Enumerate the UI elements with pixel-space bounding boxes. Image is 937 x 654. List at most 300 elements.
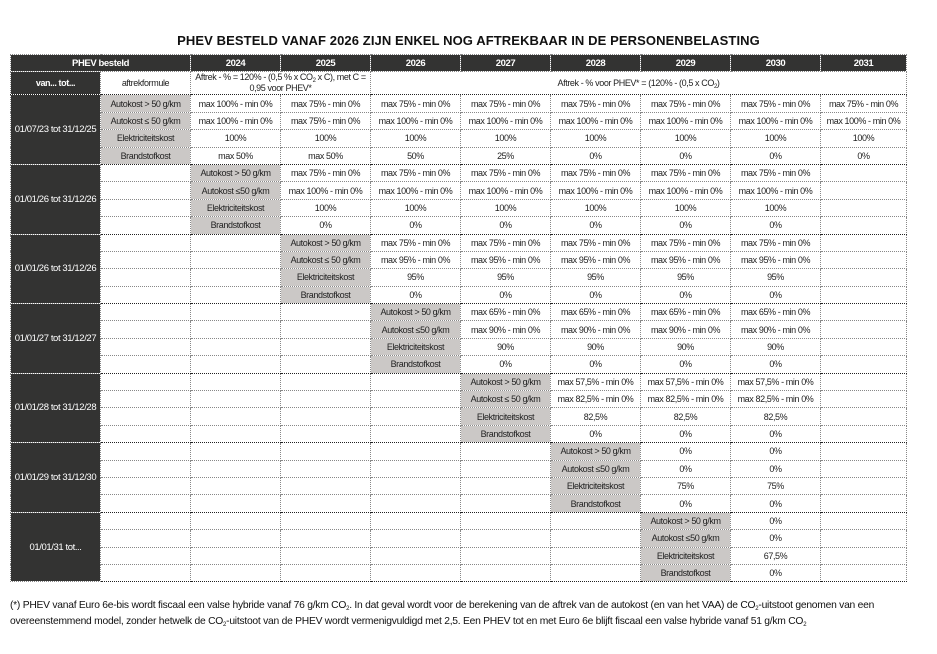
value-cell — [821, 338, 907, 355]
table-row — [11, 147, 907, 164]
value-cell: max 75% - min 0% — [731, 164, 821, 181]
empty-cell — [191, 443, 281, 460]
empty-cell — [191, 321, 281, 338]
value-cell: 0% — [731, 564, 821, 581]
value-cell: 75% — [641, 477, 731, 494]
value-cell: 0% — [731, 460, 821, 477]
cost-label: Brandstofkost — [281, 286, 371, 303]
empty-cell — [371, 391, 461, 408]
footnote-part: -uitstoot genomen van een overeenstemmend model, zonder hetwelk de CO — [10, 600, 875, 627]
value-cell: 0% — [371, 286, 461, 303]
value-cell: 100% — [551, 199, 641, 216]
value-cell: max 75% - min 0% — [821, 95, 907, 112]
value-cell: max 95% - min 0% — [371, 251, 461, 268]
year-header: 2029 — [641, 55, 731, 72]
value-cell: 0% — [731, 356, 821, 373]
value-cell: 95% — [461, 269, 551, 286]
value-cell: 82,5% — [641, 408, 731, 425]
value-cell: max 75% - min 0% — [461, 95, 551, 112]
value-cell: max 75% - min 0% — [371, 234, 461, 251]
cost-label: Elektriciteitskost — [641, 547, 731, 564]
empty-cell — [101, 373, 191, 390]
value-cell: 0% — [641, 425, 731, 442]
empty-cell — [101, 182, 191, 199]
value-cell: max 75% - min 0% — [731, 95, 821, 112]
table-row — [11, 356, 907, 373]
year-header: 2025 — [281, 55, 371, 72]
value-cell: 0% — [551, 425, 641, 442]
empty-cell — [281, 408, 371, 425]
empty-cell — [191, 373, 281, 390]
cost-label: Autokost ≤50 g/km — [551, 460, 641, 477]
value-cell: 0% — [371, 217, 461, 234]
table-row — [11, 373, 907, 390]
value-cell: 0% — [551, 147, 641, 164]
table-row — [11, 530, 907, 547]
value-cell: max 75% - min 0% — [551, 234, 641, 251]
value-cell: max 100% - min 0% — [641, 112, 731, 129]
value-cell: max 65% - min 0% — [731, 304, 821, 321]
value-cell: max 100% - min 0% — [551, 112, 641, 129]
empty-cell — [101, 234, 191, 251]
table-row — [11, 269, 907, 286]
cost-label: Autokost ≤ 50 g/km — [281, 251, 371, 268]
table-row — [11, 547, 907, 564]
cost-label: Autokost ≤ 50 g/km — [461, 391, 551, 408]
value-cell: 90% — [731, 338, 821, 355]
value-cell: 25% — [461, 147, 551, 164]
table-row — [11, 477, 907, 494]
value-cell — [821, 217, 907, 234]
value-cell: 0% — [731, 443, 821, 460]
footnote-sub: 2 — [803, 622, 807, 628]
cost-label: Autokost > 50 g/km — [641, 512, 731, 529]
cost-label: Autokost > 50 g/km — [191, 164, 281, 181]
value-cell: 100% — [641, 130, 731, 147]
empty-cell — [281, 391, 371, 408]
value-cell: 90% — [551, 338, 641, 355]
footnote — [10, 598, 930, 630]
value-cell: max 57,5% - min 0% — [551, 373, 641, 390]
empty-cell — [461, 443, 551, 460]
value-cell: max 75% - min 0% — [641, 95, 731, 112]
empty-cell — [281, 304, 371, 321]
value-cell: 82,5% — [551, 408, 641, 425]
value-cell: max 75% - min 0% — [641, 164, 731, 181]
value-cell: max 100% - min 0% — [821, 112, 907, 129]
empty-cell — [371, 443, 461, 460]
cost-label: Autokost > 50 g/km — [281, 234, 371, 251]
value-cell: 90% — [461, 338, 551, 355]
value-cell: 0% — [461, 356, 551, 373]
period-cell: 01/01/31 tot... — [11, 512, 101, 582]
value-cell: 100% — [551, 130, 641, 147]
empty-cell — [101, 164, 191, 181]
value-cell: max 95% - min 0% — [641, 251, 731, 268]
van-tot-header: van... tot... — [11, 72, 101, 95]
formula-old-part2: x C), met C = 0,95 voor PHEV* — [249, 72, 366, 94]
empty-cell — [191, 425, 281, 442]
value-cell: max 75% - min 0% — [461, 164, 551, 181]
period-cell: 01/01/27 tot 31/12/27 — [11, 304, 101, 374]
value-cell: 95% — [731, 269, 821, 286]
cost-label: Autokost ≤ 50 g/km — [101, 112, 191, 129]
empty-cell — [101, 321, 191, 338]
value-cell: 0% — [641, 356, 731, 373]
footnote-sub: 2 — [346, 606, 350, 612]
empty-cell — [101, 460, 191, 477]
value-cell: max 75% - min 0% — [371, 95, 461, 112]
value-cell: max 90% - min 0% — [731, 321, 821, 338]
footnote-sub: 2 — [223, 622, 227, 628]
value-cell: 0% — [821, 147, 907, 164]
value-cell — [821, 164, 907, 181]
cost-label: Elektriciteitskost — [101, 130, 191, 147]
value-cell — [821, 425, 907, 442]
empty-cell — [281, 425, 371, 442]
empty-cell — [191, 251, 281, 268]
empty-cell — [551, 564, 641, 581]
empty-cell — [191, 495, 281, 512]
value-cell: 100% — [461, 130, 551, 147]
value-cell: max 95% - min 0% — [461, 251, 551, 268]
year-header: 2028 — [551, 55, 641, 72]
value-cell: max 90% - min 0% — [641, 321, 731, 338]
value-cell: 100% — [191, 130, 281, 147]
empty-cell — [281, 338, 371, 355]
value-cell: max 75% - min 0% — [371, 164, 461, 181]
empty-cell — [371, 530, 461, 547]
empty-cell — [281, 530, 371, 547]
empty-cell — [281, 512, 371, 529]
value-cell: 0% — [731, 217, 821, 234]
empty-cell — [281, 356, 371, 373]
value-cell — [821, 391, 907, 408]
formula-old-sub: 2 — [312, 78, 316, 85]
value-cell: max 90% - min 0% — [551, 321, 641, 338]
cost-label: Autokost ≤50 g/km — [641, 530, 731, 547]
value-cell — [821, 269, 907, 286]
table-row — [11, 112, 907, 129]
formula-new — [371, 72, 907, 95]
table-row — [11, 564, 907, 581]
cost-label: Autokost ≤50 g/km — [191, 182, 281, 199]
value-cell: max 75% - min 0% — [461, 234, 551, 251]
table-row — [11, 304, 907, 321]
empty-cell — [101, 425, 191, 442]
empty-cell — [371, 408, 461, 425]
value-cell: max 100% - min 0% — [461, 112, 551, 129]
table-row — [11, 338, 907, 355]
value-cell: max 95% - min 0% — [731, 251, 821, 268]
empty-cell — [191, 530, 281, 547]
empty-cell — [101, 512, 191, 529]
value-cell: max 65% - min 0% — [641, 304, 731, 321]
value-cell — [821, 373, 907, 390]
cost-label: Elektriciteitskost — [461, 408, 551, 425]
table-row — [11, 425, 907, 442]
value-cell: max 82,5% - min 0% — [731, 391, 821, 408]
table-row — [11, 512, 907, 529]
empty-cell — [191, 408, 281, 425]
formula-new-sub: 2 — [713, 83, 717, 90]
value-cell — [821, 564, 907, 581]
empty-cell — [101, 530, 191, 547]
aftrekformule-header: aftrekformule — [101, 72, 191, 95]
formula-row — [11, 72, 907, 95]
cost-label: Autokost > 50 g/km — [371, 304, 461, 321]
value-cell: 0% — [731, 530, 821, 547]
empty-cell — [101, 269, 191, 286]
value-cell: 100% — [281, 199, 371, 216]
empty-cell — [191, 512, 281, 529]
empty-cell — [551, 530, 641, 547]
formula-new-part2: ) — [716, 77, 720, 88]
value-cell: max 82,5% - min 0% — [641, 391, 731, 408]
value-cell: 0% — [641, 495, 731, 512]
value-cell: 82,5% — [731, 408, 821, 425]
value-cell — [821, 408, 907, 425]
cost-label: Elektriciteitskost — [551, 477, 641, 494]
value-cell: max 75% - min 0% — [281, 95, 371, 112]
footnote-part: (*) PHEV vanaf Euro 6e-bis wordt fiscaal een valse hybride vanaf 76 g/km CO — [10, 600, 347, 611]
cost-label: Autokost > 50 g/km — [461, 373, 551, 390]
empty-cell — [281, 373, 371, 390]
cost-label: Brandstofkost — [461, 425, 551, 442]
empty-cell — [281, 547, 371, 564]
value-cell: max 75% - min 0% — [551, 95, 641, 112]
empty-cell — [371, 373, 461, 390]
cost-label: Autokost > 50 g/km — [551, 443, 641, 460]
empty-cell — [101, 217, 191, 234]
empty-cell — [551, 512, 641, 529]
value-cell: max 75% - min 0% — [281, 112, 371, 129]
value-cell: 100% — [371, 199, 461, 216]
empty-cell — [191, 286, 281, 303]
empty-cell — [281, 477, 371, 494]
value-cell: 50% — [371, 147, 461, 164]
empty-cell — [101, 408, 191, 425]
value-cell — [821, 286, 907, 303]
cost-label: Brandstofkost — [551, 495, 641, 512]
table-row — [11, 251, 907, 268]
cost-label: Elektriciteitskost — [281, 269, 371, 286]
value-cell: max 95% - min 0% — [551, 251, 641, 268]
value-cell — [821, 443, 907, 460]
value-cell: max 100% - min 0% — [731, 182, 821, 199]
value-cell — [821, 321, 907, 338]
formula-old-part1: Aftrek - % = 120% - (0,5 % x CO — [195, 72, 313, 83]
empty-cell — [101, 251, 191, 268]
period-cell: 01/01/26 tot 31/12/26 — [11, 234, 101, 304]
empty-cell — [101, 199, 191, 216]
header-row — [11, 55, 907, 72]
year-header: 2027 — [461, 55, 551, 72]
value-cell — [821, 495, 907, 512]
value-cell: 100% — [281, 130, 371, 147]
value-cell: 0% — [641, 147, 731, 164]
table-row — [11, 443, 907, 460]
value-cell: max 57,5% - min 0% — [731, 373, 821, 390]
value-cell: max 50% — [281, 147, 371, 164]
value-cell: max 100% - min 0% — [371, 182, 461, 199]
empty-cell — [371, 512, 461, 529]
empty-cell — [371, 477, 461, 494]
footnote-part: -uitstoot van de PHEV wordt vermenigvuldigd met 2,5. Een PHEV tot en met Euro 6e blijft fiscaal een valse hybride vanaf 51 g/km CO — [226, 616, 804, 627]
empty-cell — [461, 530, 551, 547]
value-cell: max 75% - min 0% — [731, 234, 821, 251]
period-cell: 01/01/26 tot 31/12/26 — [11, 164, 101, 234]
value-cell: 0% — [641, 460, 731, 477]
value-cell: 0% — [461, 217, 551, 234]
value-cell: max 82,5% - min 0% — [551, 391, 641, 408]
empty-cell — [461, 547, 551, 564]
table-row — [11, 286, 907, 303]
empty-cell — [551, 547, 641, 564]
value-cell: max 75% - min 0% — [641, 234, 731, 251]
value-cell: 75% — [731, 477, 821, 494]
value-cell — [821, 304, 907, 321]
empty-cell — [461, 477, 551, 494]
empty-cell — [281, 443, 371, 460]
value-cell: max 100% - min 0% — [371, 112, 461, 129]
value-cell: max 65% - min 0% — [551, 304, 641, 321]
value-cell: 0% — [551, 356, 641, 373]
empty-cell — [191, 460, 281, 477]
value-cell: 100% — [461, 199, 551, 216]
value-cell: 95% — [551, 269, 641, 286]
empty-cell — [101, 286, 191, 303]
cost-label: Elektriciteitskost — [191, 199, 281, 216]
table-row — [11, 130, 907, 147]
empty-cell — [191, 234, 281, 251]
value-cell — [821, 512, 907, 529]
value-cell — [821, 547, 907, 564]
empty-cell — [461, 495, 551, 512]
cost-label: Elektriciteitskost — [371, 338, 461, 355]
period-cell: 01/01/29 tot 31/12/30 — [11, 443, 101, 513]
value-cell: max 100% - min 0% — [281, 182, 371, 199]
value-cell — [821, 182, 907, 199]
value-cell — [821, 199, 907, 216]
value-cell: 0% — [641, 443, 731, 460]
value-cell: max 65% - min 0% — [461, 304, 551, 321]
table-row — [11, 408, 907, 425]
value-cell: 95% — [641, 269, 731, 286]
empty-cell — [101, 477, 191, 494]
value-cell: 0% — [551, 286, 641, 303]
value-cell: 0% — [551, 217, 641, 234]
empty-cell — [101, 391, 191, 408]
empty-cell — [101, 356, 191, 373]
value-cell: 0% — [731, 425, 821, 442]
empty-cell — [101, 338, 191, 355]
table-row — [11, 234, 907, 251]
empty-cell — [191, 477, 281, 494]
deduction-table — [10, 54, 907, 582]
table-row — [11, 217, 907, 234]
value-cell: max 75% - min 0% — [551, 164, 641, 181]
period-cell: 01/01/28 tot 31/12/28 — [11, 373, 101, 443]
period-cell: 01/07/23 tot 31/12/25 — [11, 95, 101, 165]
cost-label: Brandstofkost — [371, 356, 461, 373]
cost-label: Brandstofkost — [641, 564, 731, 581]
empty-cell — [371, 495, 461, 512]
value-cell: max 100% - min 0% — [191, 95, 281, 112]
value-cell: 100% — [371, 130, 461, 147]
empty-cell — [461, 512, 551, 529]
value-cell: max 100% - min 0% — [191, 112, 281, 129]
empty-cell — [191, 304, 281, 321]
value-cell: max 75% - min 0% — [281, 164, 371, 181]
empty-cell — [101, 564, 191, 581]
value-cell: max 100% - min 0% — [461, 182, 551, 199]
empty-cell — [101, 304, 191, 321]
phev-besteld-header: PHEV besteld — [11, 55, 191, 72]
empty-cell — [101, 547, 191, 564]
value-cell: 100% — [641, 199, 731, 216]
empty-cell — [101, 443, 191, 460]
table-row — [11, 95, 907, 112]
year-header: 2024 — [191, 55, 281, 72]
value-cell: max 100% - min 0% — [551, 182, 641, 199]
cost-label: Brandstofkost — [191, 217, 281, 234]
value-cell: 0% — [281, 217, 371, 234]
value-cell: 0% — [731, 512, 821, 529]
page-title: PHEV BESTELD VANAF 2026 ZIJN ENKEL NOG AFTREKBAAR IN DE PERSONENBELASTING — [177, 33, 760, 48]
table-row — [11, 321, 907, 338]
value-cell: 67,5% — [731, 547, 821, 564]
empty-cell — [461, 564, 551, 581]
value-cell: max 50% — [191, 147, 281, 164]
value-cell: 95% — [371, 269, 461, 286]
empty-cell — [191, 547, 281, 564]
table-row — [11, 495, 907, 512]
table-row — [11, 460, 907, 477]
empty-cell — [191, 356, 281, 373]
value-cell: 100% — [731, 130, 821, 147]
cost-label: Autokost ≤50 g/km — [371, 321, 461, 338]
year-header: 2026 — [371, 55, 461, 72]
empty-cell — [191, 564, 281, 581]
empty-cell — [371, 425, 461, 442]
value-cell: 100% — [731, 199, 821, 216]
table-row — [11, 182, 907, 199]
empty-cell — [461, 460, 551, 477]
value-cell: 0% — [641, 217, 731, 234]
value-cell — [821, 234, 907, 251]
value-cell: 90% — [641, 338, 731, 355]
value-cell — [821, 477, 907, 494]
value-cell — [821, 530, 907, 547]
value-cell: 100% — [821, 130, 907, 147]
empty-cell — [101, 495, 191, 512]
value-cell: 0% — [731, 147, 821, 164]
table-row — [11, 199, 907, 216]
empty-cell — [191, 391, 281, 408]
empty-cell — [281, 460, 371, 477]
empty-cell — [191, 269, 281, 286]
footnote-part: . In dat geval wordt voor de berekening van de aftrek van de autokost (en van het VAA) de CO — [349, 600, 756, 611]
value-cell — [821, 356, 907, 373]
value-cell: 0% — [731, 286, 821, 303]
value-cell — [821, 460, 907, 477]
empty-cell — [371, 564, 461, 581]
cost-label: Brandstofkost — [101, 147, 191, 164]
year-header: 2030 — [731, 55, 821, 72]
value-cell: 0% — [641, 286, 731, 303]
empty-cell — [371, 460, 461, 477]
